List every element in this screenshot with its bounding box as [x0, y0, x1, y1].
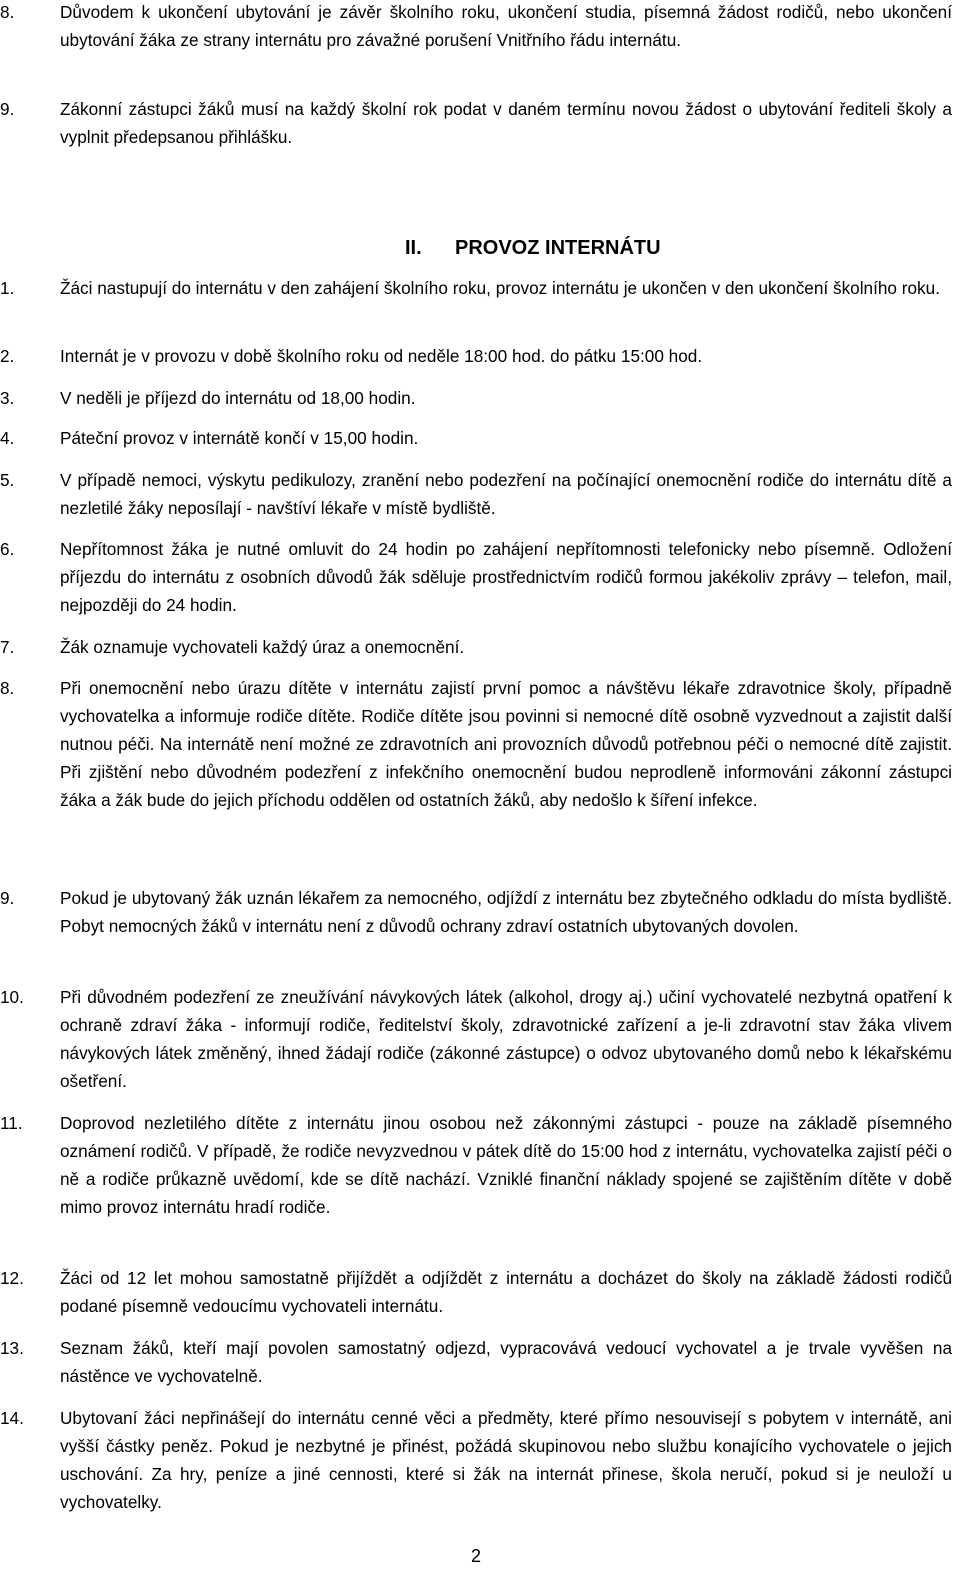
list-item-number: 14.	[0, 1408, 24, 1428]
list-item-number: 5.	[0, 470, 15, 490]
list-item-number: 7.	[0, 637, 15, 657]
list-item-text: V neděli je příjezd do internátu od 18,00 hodin.	[60, 388, 416, 408]
list-item-number: 12.	[0, 1268, 24, 1288]
list-item-text: Doprovod nezletilého dítěte z internátu jinou osobou než zákonnými zástupci - pouze na základě písemného oznámení rodičů. V případě, že rodiče nevyzvednou v pátek dítě do 15:00 hod z internátu, vychovatelka zajistí péči o ně a rodiče průkazně uvědomí, kde se dítě nachází. Vzniklé finanční náklady spojené se zajištěním dítěte v době mimo provoz internátu hradí rodiče.	[60, 1113, 952, 1217]
list-item-number: 13.	[0, 1338, 24, 1358]
list-item-text: Zákonní zástupci žáků musí na každý školní rok podat v daném termínu novou žádost o ubytování řediteli školy a vyplnit předepsanou přihlášku.	[60, 99, 952, 147]
list-item	[0, 466, 952, 522]
section-title: PROVOZ INTERNÁTU	[455, 237, 661, 259]
list-item	[0, 535, 952, 619]
list-item	[0, 1109, 952, 1221]
list-item-text: Důvodem k ukončení ubytování je závěr školního roku, ukončení studia, písemná žádost rodičů, nebo ukončení ubytování žáka ze strany internátu pro závažné porušení Vnitřního řádu internátu.	[60, 2, 952, 50]
list-item	[0, 342, 952, 370]
list-item-text: Pokud je ubytovaný žák uznán lékařem za nemocného, odjíždí z internátu bez zbytečného odkladu do místa bydliště. Pobyt nemocných žáků v internátu není z důvodů ochrany zdraví ostatních ubytovaných dovolen.	[60, 888, 952, 936]
list-item-number: 10.	[0, 987, 24, 1007]
list-item-number: 2.	[0, 346, 15, 366]
list-item-number: 3.	[0, 388, 15, 408]
list-item	[0, 424, 952, 452]
list-item	[0, 1264, 952, 1320]
list-item	[0, 95, 952, 151]
list-item	[0, 274, 952, 302]
list-item	[0, 1404, 952, 1516]
list-item-text: Při onemocnění nebo úrazu dítěte v internátu zajistí první pomoc a návštěvu lékaře zdravotnice školy, případně vychovatelka a informuje rodiče dítěte. Rodiče dítěte jsou povinni si nemocné dítě osobně vyzvednout a zajistit další nutnou péči. Na internátě není možné ze zdravotních ani provozních důvodů potřebnou péči o nemocné dítě zajistit. Při zjištění nebo důvodném podezření z infekčního onemocnění budou neprodleně informováni zákonní zástupci žáka a žák bude do jejich příchodu oddělen od ostatních žáků, aby nedošlo k šíření infekce.	[60, 678, 952, 810]
list-item-text: Žák oznamuje vychovateli každý úraz a onemocnění.	[60, 637, 465, 657]
list-item-text: Při důvodném podezření ze zneužívání návykových látek (alkohol, drogy aj.) učiní vychovatelé nezbytná opatření k ochraně zdraví žáka - informují rodiče, ředitelství školy, zdravotnické zařízení a je-li zdravotní stav žáka vlivem návykových látek změněný, ihned žádají rodiče (zákonné zástupce) o odvoz ubytovaného domů nebo k lékařskému ošetření.	[60, 987, 952, 1091]
list-item	[0, 384, 952, 412]
list-item-text: Ubytovaní žáci nepřinášejí do internátu cenné věci a předměty, které přímo nesouvisejí s pobytem v internátě, ani vyšší částky peněz. Pokud je nezbytné je přinést, požádá skupinovou nebo službu konajícího vychovatele o jejich uschování. Za hry, peníze a jiné cennosti, které si žák na internát přinese, škola neručí, pokud si je neuloží u vychovatelky.	[60, 1408, 952, 1512]
page-number: 2	[470, 1546, 481, 1566]
list-item-text: Seznam žáků, kteří mají povolen samostatný odjezd, vypracovává vedoucí vychovatel a je trvale vyvěšen na nástěnce ve vychovatelně.	[60, 1338, 952, 1386]
list-item	[0, 0, 952, 54]
list-item	[0, 1334, 952, 1390]
list-item-text: Páteční provoz v internátě končí v 15,00 hodin.	[60, 428, 419, 448]
list-item-number: 1.	[0, 278, 15, 298]
list-item-text: Žáci nastupují do internátu v den zahájení školního roku, provoz internátu je ukončen v den ukončení školního roku.	[60, 278, 940, 298]
list-item	[0, 674, 952, 814]
list-item-number: 8.	[0, 2, 15, 22]
list-item-number: 9.	[0, 888, 15, 908]
list-item-number: 4.	[0, 428, 15, 448]
list-item-number: 6.	[0, 539, 15, 559]
section-number: II.	[405, 237, 422, 259]
list-item-number: 9.	[0, 99, 15, 119]
list-item-number: 11.	[0, 1113, 23, 1133]
list-item-text: Žáci od 12 let mohou samostatně přijíždět a odjíždět z internátu a docházet do školy na základě žádosti rodičů podané písemně vedoucímu vychovateli internátu.	[60, 1268, 952, 1316]
list-item	[0, 633, 952, 661]
list-item-text: Internát je v provozu v době školního roku od neděle 18:00 hod. do pátku 15:00 hod.	[60, 346, 703, 366]
list-item-number: 8.	[0, 678, 15, 698]
list-item-text: Nepřítomnost žáka je nutné omluvit do 24 hodin po zahájení nepřítomnosti telefonicky nebo písemně. Odložení příjezdu do internátu z osobních důvodů žák sděluje prostřednictvím rodičů formou jakékoliv zprávy – telefon, mail, nejpozději do 24 hodin.	[60, 539, 952, 615]
list-item-text: V případě nemoci, výskytu pedikulozy, zranění nebo podezření na počínající onemocnění rodiče do internátu dítě a nezletilé žáky neposílají - navštíví lékaře v místě bydliště.	[60, 470, 952, 518]
list-item	[0, 884, 952, 940]
list-item	[0, 983, 952, 1095]
